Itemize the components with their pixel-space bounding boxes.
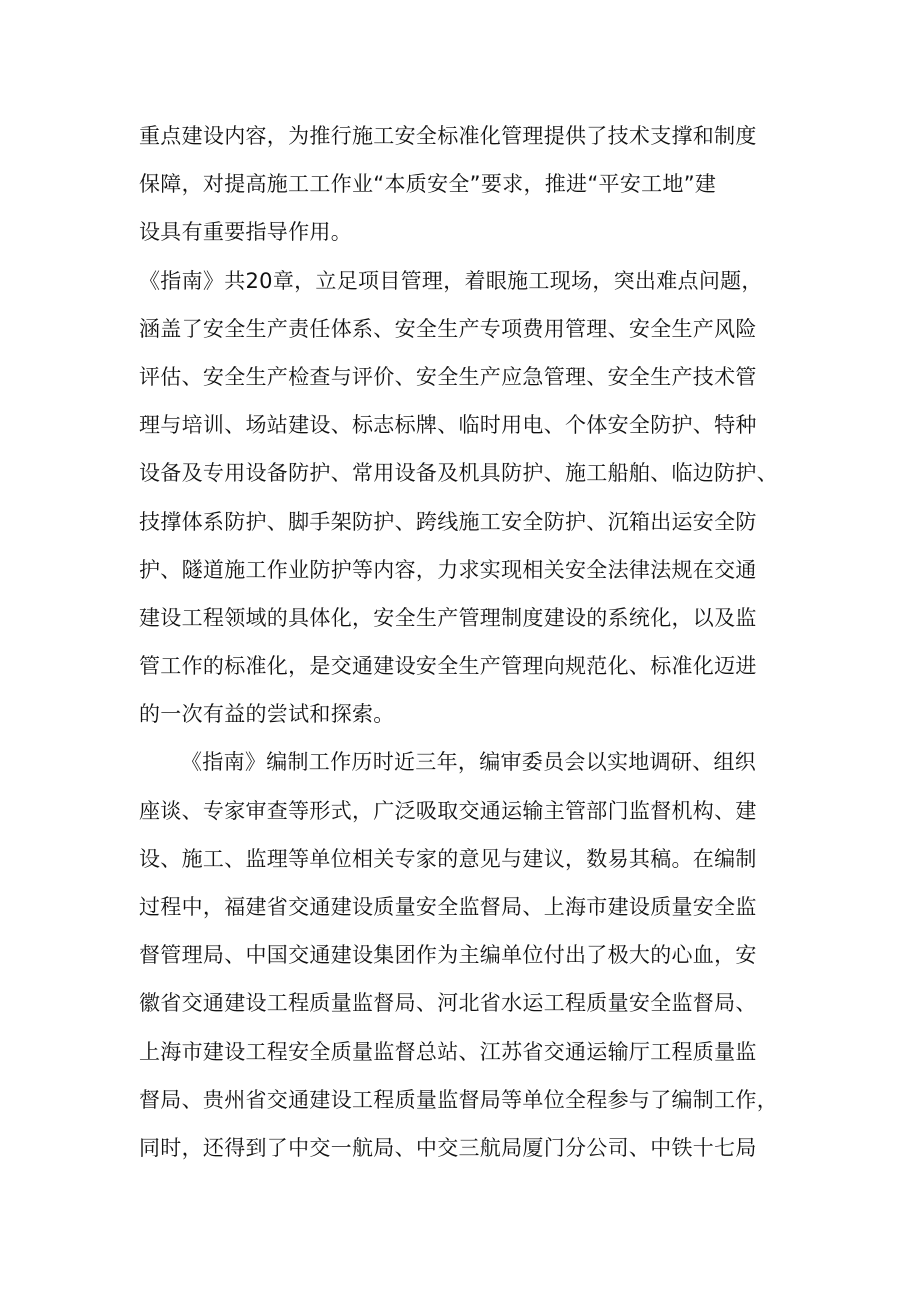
text-line: 的一次有益的尝试和探索。 — [139, 702, 395, 727]
text-line: 同时，还得到了中交一航局、中交三航局厦门分公司、中铁十七局 — [139, 1135, 757, 1160]
paragraph-first-line: 《指南》编制工作历时近三年，编审委员会以实地调研、组织 — [181, 750, 757, 775]
text-line: 设备及专用设备防护、常用设备及机具防护、施工船舶、临边防护、 — [139, 461, 778, 486]
text-line: 徽省交通建设工程质量监督局、河北省水运工程质量安全监督局、 — [139, 991, 757, 1016]
text-line: 技撑体系防护、脚手架防护、跨线施工安全防护、沉箱出运安全防 — [139, 509, 757, 534]
text-line: 护、隧道施工作业防护等内容，力求实现相关安全法律法规在交通 — [139, 557, 757, 582]
text-line: 评估、安全生产检查与评价、安全生产应急管理、安全生产技术管 — [139, 364, 757, 389]
text-line: 督局、贵州省交通建设工程质量监督局等单位全程参与了编制工作， — [139, 1087, 778, 1112]
text-line: 设具有重要指导作用。 — [139, 220, 352, 245]
body-text — [139, 112, 789, 1172]
text-line: 上海市建设工程安全质量监督总站、江苏省交通运输厅工程质量监 — [139, 1039, 757, 1064]
text-line: 重点建设内容，为推行施工安全标准化管理提供了技术支撑和制度 — [139, 124, 757, 148]
text-line: 督管理局、中国交通建设集团作为主编单位付出了极大的心血，安 — [139, 943, 757, 968]
text-line: 建设工程领域的具体化，安全生产管理制度建设的系统化，以及监 — [139, 605, 757, 630]
text-line: 设、施工、监理等单位相关专家的意见与建议，数易其稿。在编制 — [139, 846, 757, 871]
text-line: 保障，对提高施工工作业“本质安全”要求，推进“平安工地”建 — [139, 172, 717, 197]
text-line: 管工作的标准化，是交通建设安全生产管理向规范化、标准化迈进 — [139, 654, 757, 679]
text-line: 《指南》共20章，立足项目管理，着眼施工现场，突出难点问题， — [139, 268, 763, 293]
text-line: 涵盖了安全生产责任体系、安全生产专项费用管理、安全生产风险 — [139, 316, 757, 341]
text-line: 过程中，福建省交通建设质量安全监督局、上海市建设质量安全监 — [139, 895, 757, 919]
text-line: 理与培训、场站建设、标志标牌、临时用电、个体安全防护、特种 — [139, 413, 757, 438]
text-line: 座谈、专家审查等形式，广泛吸取交通运输主管部门监督机构、建 — [139, 798, 757, 823]
